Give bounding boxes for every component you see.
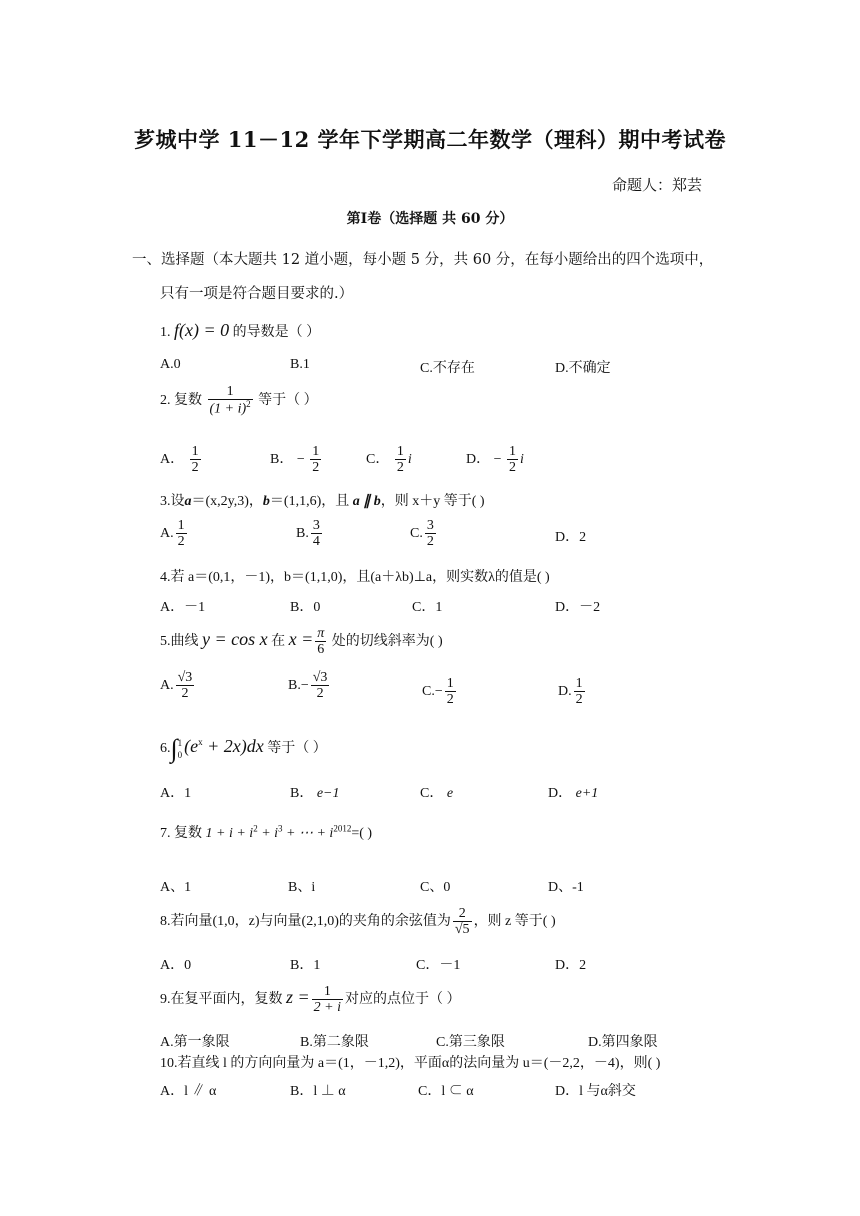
q1-option-a[interactable]: A.0 xyxy=(160,357,181,372)
q10-option-c[interactable]: C．l ⊂ α xyxy=(418,1084,474,1099)
q1-text: 的导数是（ ） xyxy=(232,325,321,340)
q8-option-a[interactable]: A．0 xyxy=(160,958,192,973)
q3-parallel: a ∥ b xyxy=(349,494,381,509)
question-6 xyxy=(160,734,327,764)
q5-b-minus: − xyxy=(300,678,309,694)
q6-text: 等于（ ） xyxy=(267,741,327,757)
q5-a-label: A. xyxy=(160,678,174,694)
q5-den: 6 xyxy=(317,642,325,658)
q4-option-a[interactable]: A．－1 xyxy=(160,600,206,615)
q9-den: 2 + i xyxy=(313,1000,341,1016)
q3-option-b[interactable] xyxy=(296,518,324,550)
q2-b-minus: − xyxy=(296,452,305,468)
q5-option-a[interactable] xyxy=(160,670,196,702)
q2-a-num: 1 xyxy=(191,444,199,459)
q1-option-b[interactable]: B.1 xyxy=(290,357,310,372)
q4-option-c[interactable]: C．1 xyxy=(412,600,443,615)
q5-option-b[interactable] xyxy=(288,670,331,702)
q2-option-c[interactable] xyxy=(366,444,412,476)
q10-option-b[interactable]: B．l ⊥ α xyxy=(290,1084,346,1099)
q7-tail: =( ) xyxy=(351,826,373,841)
q6-b-value: e−1 xyxy=(316,786,340,801)
q6-body-e: (e xyxy=(184,736,199,757)
q2-b-den: 2 xyxy=(312,460,320,476)
q3-text-a: 3.设 xyxy=(160,494,185,509)
q2-c-num: 1 xyxy=(396,444,404,459)
q3-tail: ，则 x＋y 等于( ) xyxy=(380,494,485,509)
q3-c-num: 3 xyxy=(426,518,434,533)
q7-exp2012: 2012 xyxy=(333,823,352,834)
q9-option-a[interactable]: A.第一象限 xyxy=(160,1035,230,1050)
q6-d-label: D． xyxy=(548,786,573,801)
q1-number: 1. xyxy=(160,325,171,340)
q7-expr3: + ⋯ + i xyxy=(282,826,334,841)
q7-option-d[interactable]: D、-1 xyxy=(548,880,584,895)
q3-option-a[interactable] xyxy=(160,518,189,550)
author-line: 命题人：郑芸 xyxy=(612,176,703,194)
q7-option-a[interactable]: A、1 xyxy=(160,880,192,895)
q2-c-den: 2 xyxy=(396,460,404,476)
q2-a-label: A． xyxy=(160,452,185,468)
q5-a-fraction xyxy=(176,670,195,702)
q6-c-value: e xyxy=(446,786,454,801)
q7-expr2: + i xyxy=(257,826,279,841)
section-heading: 第Ⅰ卷（选择题 共 60 分） xyxy=(346,211,514,227)
page-title: 芗城中学 11－12 学年下学期高二年数学（理科）期中考试卷 xyxy=(133,127,727,152)
question-3 xyxy=(160,490,485,510)
q6-number: 6. xyxy=(160,741,171,757)
q7-number: 7. xyxy=(160,826,171,841)
q1-option-c[interactable]: C.不存在 xyxy=(420,361,475,376)
q5-b-num: √3 xyxy=(312,670,328,685)
q7-expression xyxy=(205,823,352,841)
q5-mid: 在 xyxy=(271,634,286,650)
q2-c-i: i xyxy=(407,452,412,468)
q2-option-d[interactable] xyxy=(466,444,524,476)
q2-d-den: 2 xyxy=(509,460,517,476)
q2-option-a[interactable] xyxy=(160,444,203,476)
q10-option-d[interactable]: D．l 与α斜交 xyxy=(555,1084,636,1099)
integral-sign-icon: ∫ xyxy=(170,734,178,763)
q3-c-fraction xyxy=(425,518,436,550)
question-5 xyxy=(160,626,443,658)
q2-text: 等于（ ） xyxy=(258,392,318,408)
q9-option-b[interactable]: B.第二象限 xyxy=(300,1035,369,1050)
q2-option-b[interactable] xyxy=(270,444,323,476)
question-4: 4.若 a＝(0,1，－1)，b＝(1,1,0)，且(a＋λb)⊥a，则实数λ的值是( ) xyxy=(160,570,550,585)
q5-a-den: 2 xyxy=(181,686,189,702)
q6-d-value: e+1 xyxy=(575,786,599,801)
q6-option-a[interactable]: A．1 xyxy=(160,786,192,801)
q2-b-label: B． xyxy=(270,452,294,468)
q1-option-d[interactable]: D.不确定 xyxy=(555,361,611,376)
q2-den-exp: 2 xyxy=(246,399,251,410)
q5-c-minus: − xyxy=(434,684,443,700)
q6-lower: 0 xyxy=(177,750,183,760)
q7-option-c[interactable]: C、0 xyxy=(420,880,451,895)
q3-eq1: ＝(x,2y,3)， xyxy=(191,494,263,509)
q3-c-label: C. xyxy=(410,526,423,542)
q3-b-den: 4 xyxy=(312,534,320,550)
q6-option-b[interactable] xyxy=(290,782,340,802)
q5-d-den: 2 xyxy=(575,692,583,708)
q5-b-label: B. xyxy=(288,678,301,694)
q3-a-num: 1 xyxy=(177,518,185,533)
q2-b-fraction xyxy=(310,444,321,476)
q2-d-minus: − xyxy=(493,452,502,468)
q5-c-fraction xyxy=(445,676,456,708)
q2-c-fraction xyxy=(395,444,406,476)
q5-expression: y = cos x xyxy=(202,629,268,650)
question-9 xyxy=(160,984,461,1016)
q5-b-fraction xyxy=(311,670,330,702)
q6-body-rest: + 2x)dx xyxy=(202,736,264,757)
question-7 xyxy=(160,822,372,842)
q2-c-label: C． xyxy=(366,452,390,468)
q8-text: 8.若向量(1,0，z)与向量(2,1,0)的夹角的余弦值为 xyxy=(160,914,451,930)
q3-b-fraction xyxy=(311,518,322,550)
q5-d-label: D. xyxy=(558,684,572,700)
q7-exp3: 3 xyxy=(278,823,283,834)
q3-eq2: ＝(1,1,6)，且 xyxy=(269,494,350,509)
q6-limits xyxy=(178,737,183,761)
q2-b-num: 1 xyxy=(312,444,320,459)
q6-body xyxy=(184,736,264,756)
q5-a-num: √3 xyxy=(177,670,193,685)
q7-option-b[interactable]: B、i xyxy=(288,880,316,895)
q3-c-den: 2 xyxy=(426,534,434,550)
q3-a-fraction xyxy=(176,518,187,550)
q9-tail: 对应的点位于（ ） xyxy=(345,992,461,1008)
q2-d-label: D． xyxy=(466,452,491,468)
question-10: 10.若直线 l 的方向向量为 a＝(1，－1,2)，平面α的法向量为 u＝(－2,2，－4)，则( ) xyxy=(160,1056,661,1071)
q3-vec-b: b xyxy=(262,494,270,509)
q5-c-label: C. xyxy=(422,684,435,700)
q9-text: 9.在复平面内，复数 xyxy=(160,992,283,1008)
q6-upper: 1 xyxy=(177,738,183,748)
q2-d-i: i xyxy=(520,452,524,468)
q2-fraction xyxy=(208,384,253,417)
q9-expression: z = xyxy=(286,987,310,1008)
q2-fraction-den xyxy=(208,400,253,417)
q5-c-den: 2 xyxy=(446,692,454,708)
question-1 xyxy=(160,320,320,341)
q2-d-num: 1 xyxy=(509,444,517,459)
q5-b-den: 2 xyxy=(316,686,324,702)
q1-expression: f(x) = 0 xyxy=(174,320,230,340)
q8-option-d[interactable]: D．2 xyxy=(555,958,587,973)
q5-fraction xyxy=(315,626,326,658)
q3-b-label: B. xyxy=(296,526,309,542)
q3-b-num: 3 xyxy=(312,518,320,533)
q3-option-c[interactable] xyxy=(410,518,438,550)
q8-fraction xyxy=(453,906,472,938)
q2-prefix: 复数 xyxy=(174,392,202,408)
q7-prefix: 复数 xyxy=(174,826,202,841)
q5-option-d[interactable] xyxy=(558,676,587,708)
q6-exp-x: x xyxy=(198,737,203,748)
q7-exp2: 2 xyxy=(253,823,258,834)
q5-num: π xyxy=(317,626,325,641)
q4-option-d[interactable]: D．－2 xyxy=(555,600,601,615)
q8-option-c[interactable]: C．－1 xyxy=(416,958,461,973)
q5-x: x = xyxy=(288,629,314,650)
q5-d-num: 1 xyxy=(575,676,583,691)
q2-a-fraction xyxy=(190,444,201,476)
q8-num: 2 xyxy=(453,906,472,922)
q7-expr1: 1 + i + i xyxy=(205,826,254,841)
q2-fraction-num: 1 xyxy=(208,384,253,400)
q5-option-c[interactable] xyxy=(422,676,458,708)
q5-d-fraction xyxy=(574,676,585,708)
question-8 xyxy=(160,906,556,938)
q9-fraction xyxy=(312,984,343,1016)
q9-option-c[interactable]: C.第三象限 xyxy=(436,1035,505,1050)
q2-a-den: 2 xyxy=(191,460,199,476)
q6-b-label: B． xyxy=(290,786,314,801)
q3-vec-a: a xyxy=(184,494,192,509)
q6-option-c[interactable] xyxy=(420,782,453,802)
question-2 xyxy=(160,384,318,417)
q3-a-den: 2 xyxy=(177,534,185,550)
q9-option-d[interactable]: D.第四象限 xyxy=(588,1035,658,1050)
q2-d-fraction xyxy=(507,444,518,476)
q5-number: 5.曲线 xyxy=(160,634,199,650)
q8-den: √5 xyxy=(454,922,470,938)
q9-num: 1 xyxy=(312,984,343,1000)
part-instructions-line2: 只有一项是符合题目要求的.） xyxy=(160,286,354,302)
part-instructions-line1: 一、选择题（本大题共 12 道小题，每小题 5 分，共 60 分，在每小题给出的四个选项中， xyxy=(132,252,714,268)
q6-c-label: C． xyxy=(420,786,444,801)
q4-option-b[interactable]: B．0 xyxy=(290,600,321,615)
q3-a-label: A. xyxy=(160,526,174,542)
q2-den-base: (1 + i) xyxy=(209,402,247,418)
q8-option-b[interactable]: B．1 xyxy=(290,958,321,973)
q10-option-a[interactable]: A．l ∥ α xyxy=(160,1084,217,1099)
q5-text: 处的切线斜率为( ) xyxy=(331,634,443,650)
q5-c-num: 1 xyxy=(446,676,454,691)
q3-option-d[interactable]: D．2 xyxy=(555,530,587,545)
q6-option-d[interactable] xyxy=(548,782,598,802)
q8-tail: ，则 z 等于( ) xyxy=(473,914,556,930)
q2-number: 2. xyxy=(160,392,171,408)
